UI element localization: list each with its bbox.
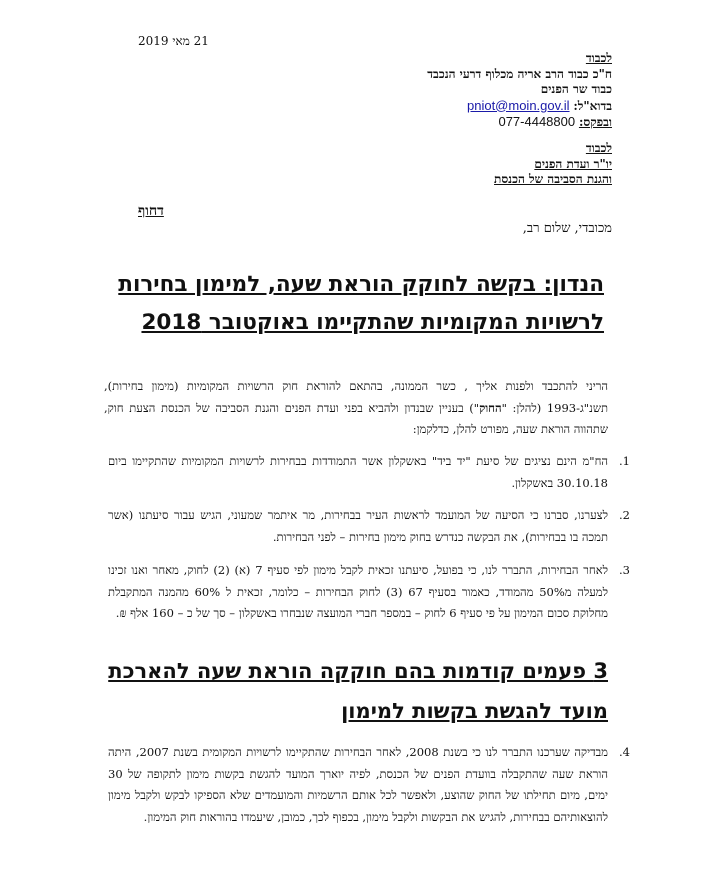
subject-heading xyxy=(104,266,604,342)
addressee-block-minister xyxy=(427,51,612,131)
committee-name: והגנת הסביבה של הכנסת xyxy=(494,172,612,186)
committee-chair: יו"ר ועדת הפנים xyxy=(534,156,612,171)
section-heading-line-2: מועד להגשת בקשות למימון xyxy=(341,699,608,723)
addressee-salutation: לכבוד xyxy=(585,51,612,65)
subject-line-2: לרשויות המקומיות שהתקיימו באוקטובר 2018 xyxy=(141,310,604,335)
addressee-title: כבוד שר הפנים xyxy=(540,82,612,96)
fax-label: ובפקס: xyxy=(578,115,612,129)
fax-line xyxy=(427,114,612,131)
committee-salutation: לכבוד xyxy=(585,141,612,155)
subject-line-1: הנדון: בקשה לחוקק הוראת שעה, למימון בחירות xyxy=(118,272,604,297)
intro-text-1: הריני להתכבד ולפנות אליך , כשר הממונה, בהתאם להוראת חוק הרשויות המקומיות (מימון בחירות), תשנ"ג-1993 (להלן: " xyxy=(104,379,608,415)
list-item-text: הח"מ הינם נציגים של סיעת "יד ביד" באשקלון אשר התמודדות בבחירות לרשויות המקומיות שהתקיימו ביום 30.10.18 באשקלון. xyxy=(108,454,608,490)
list-item-number: 3. xyxy=(619,563,630,577)
list-item-text: מבדיקה שערכנו התברר לנו כי בשנת 2008, לאחר הבחירות שהתקיימו לרשויות המקומית בשנת 2007, היתה הוראת שעה שהתקבלה בוועדת הפנים של הכנסת, לפיה יוארך המועד להגשת בקשות מימון לתקופה של 30 ימים, מיום תחילתו של החוק שהוצע, ולאפשר לכל אותם הרשמיות והמועמדים שלא הספיקו לבקש ולקבל מימון להוצאותיהם בבחירות, להגיש את הבקשות ולקבל מימון, בכפוף לכך, כמובן, שיעמדו בהוראות חוק המימון. xyxy=(108,745,608,824)
addressee-name: ח"כ כבוד הרב אריה מכלוף דרעי הנכבד xyxy=(427,66,612,81)
list-item-number: 1. xyxy=(619,454,630,468)
letter-date: 21 מאי 2019 xyxy=(138,34,209,48)
list-item-text: לאחר הבחירות, התברר לנו, כי בפועל, סיעתנו זכאית לקבל מימון לפי סעיף 7 (א) (2) לחוק, מאחר ואנו זכינו למעלה מ50% מהמודד, כאמור בסעיף 67 (3) לחוק הבחירות – כלומר, זכאית ל 60% מהמנה המתקבלת מחלוקת סכום המימון על פי סעיף 6 לחוק – במספר חברי המועצה שנבחרו באשקלון – סך של כ – 160 אלף ₪. xyxy=(108,563,609,620)
intro-paragraph xyxy=(104,376,608,441)
addressee-block-committee xyxy=(494,141,612,188)
section-heading xyxy=(104,651,608,731)
section-heading-line-1: 3 פעמים קודמות בהם חוקקה הוראת שעה להארכת xyxy=(108,659,608,683)
greeting: מכובדי, שלום רב, xyxy=(522,221,612,236)
fax-number: 077-4448800 xyxy=(498,114,576,129)
intro-term-bold: החוק xyxy=(479,400,502,415)
list-item-text: לצערנו, סברנו כי הסיעה של המועמד לראשות העיר בבחירות, מר איתמר שמעוני, הגיש עבור סיעתנו (אשר תמכה בו בבחירות), את הבקשה כנדרש בחוק מימון בחירות – לפני הבחירות. xyxy=(108,508,608,544)
email-line xyxy=(427,98,612,115)
list-item-number: 2. xyxy=(619,508,630,522)
intro-text-2: ") בעניין שבנדון ולהביא בפני ועדת הפנים והגנת הסביבה של הכנסת הצעת חוק, שתהווה הוראת שעה, מפורט להלן, כדלקמן: xyxy=(104,400,608,436)
email-link[interactable]: pniot@moin.gov.il xyxy=(466,97,570,113)
urgent-label: דחוף xyxy=(138,203,164,219)
email-label: בדוא"ל: xyxy=(573,98,612,113)
list-item-number: 4. xyxy=(619,745,630,759)
